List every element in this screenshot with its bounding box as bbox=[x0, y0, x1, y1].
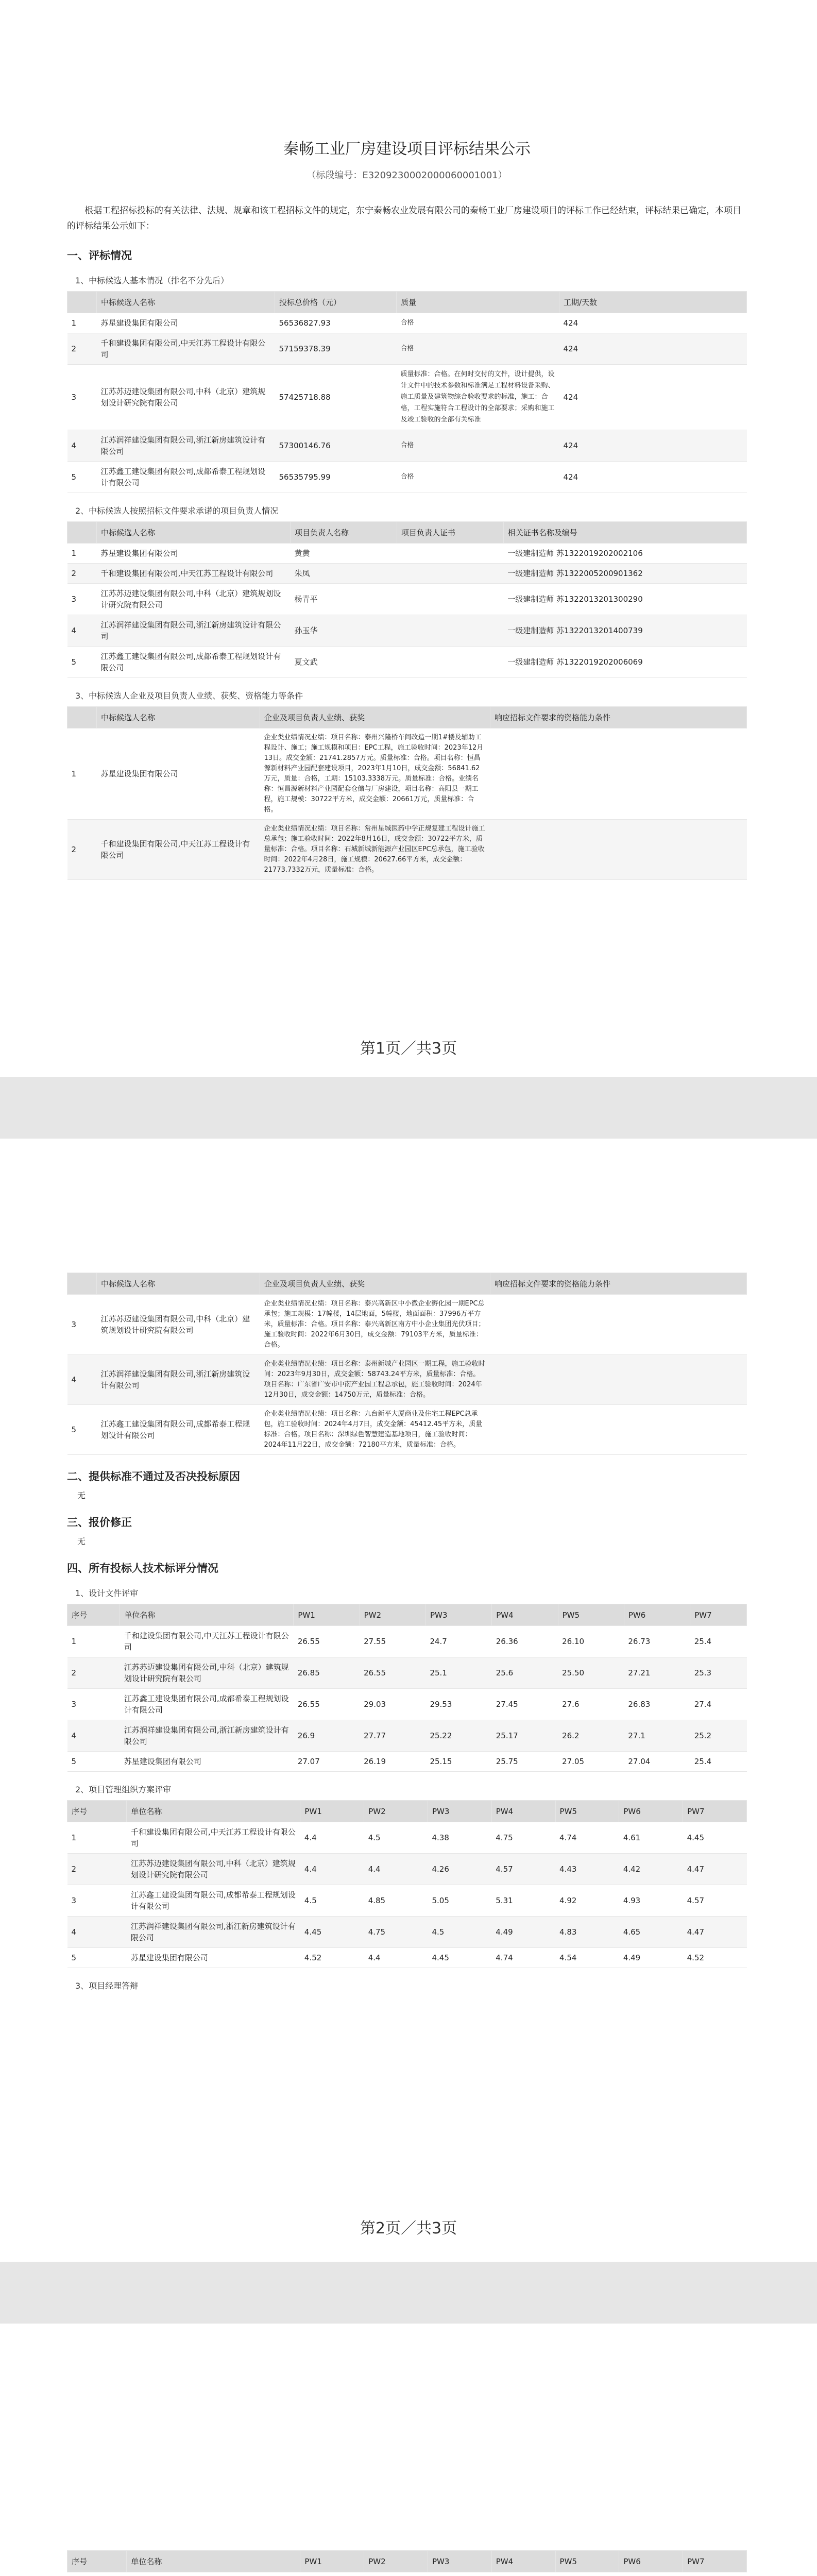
score-pw3: 5.05 bbox=[428, 1885, 491, 1917]
score-pw2: 4.75 bbox=[364, 1917, 428, 1948]
candidate-name: 江苏苏迈建设集团有限公司,中科（北京）建筑规划设计研究院有限公司 bbox=[97, 584, 291, 615]
candidate-name bbox=[127, 2572, 300, 2576]
row-index: 3 bbox=[67, 584, 97, 615]
th-quality: 质量 bbox=[397, 292, 559, 313]
score-pw3: 25.15 bbox=[425, 1752, 491, 1772]
table-row bbox=[67, 462, 747, 493]
performance-text: 企业类业绩情况业绩：项目名称：常州星城医药中学正规复建工程设计施工总承包；施工验收时间：2022年8月16日，成交金额：30722平方米，质量标准：合格。项目名称：石城新城新能源产业园区EPC总承包，施工验收时间：2022年4月28日，施工规模：20627.66平方米，成交金额：21773.7332万元，质量标准：合格。 bbox=[260, 820, 490, 880]
score-pw2: 26.19 bbox=[360, 1752, 425, 1772]
th-7: PW6 bbox=[619, 2551, 683, 2572]
row-index: 4 bbox=[67, 430, 97, 462]
th-5: PW4 bbox=[491, 1801, 555, 1822]
row-index: 4 bbox=[67, 1355, 97, 1405]
manager-name: 杨青平 bbox=[291, 584, 397, 615]
score-pw3: 4.45 bbox=[428, 1948, 491, 1968]
section-3-text: 无 bbox=[77, 1536, 86, 1546]
page-gap bbox=[0, 1077, 817, 1139]
score-pw1: 4.52 bbox=[300, 1948, 364, 1968]
row-index: 4 bbox=[67, 615, 97, 647]
score-pw6: 27.21 bbox=[624, 1657, 690, 1689]
score-pw5: 4.83 bbox=[555, 1917, 619, 1948]
duration-days: 424 bbox=[559, 333, 747, 365]
table-row bbox=[67, 1822, 747, 1854]
candidate-name: 千和建设集团有限公司,中天江苏工程设计有限公司 bbox=[120, 1626, 294, 1657]
score-pw4: 25.75 bbox=[492, 1752, 558, 1772]
performance-text: 企业类业绩情况业绩：项目名称：泰兴高新区中小微企业孵化园一期EPC总承包；施工规模：17幢楼，14层地面，5幢楼，地面面积：37996万平方米，质量标准：合格。项目名称：泰兴高新区南方中小企业集团光伏项目；施工验收时间：2022年6月30日，成交金额：79103平方米，质量标准：合格。 bbox=[260, 1295, 490, 1355]
score-pw3: 25.1 bbox=[425, 1657, 491, 1689]
score-pw4: 4.74 bbox=[491, 1948, 555, 1968]
candidate-name: 苏星建设集团有限公司 bbox=[120, 1752, 294, 1772]
performance-table-continued bbox=[67, 1273, 747, 1455]
manager-cert bbox=[397, 584, 503, 615]
page-footer: 第2页／共3页 bbox=[360, 2219, 457, 2238]
table-row bbox=[67, 333, 747, 365]
table-row bbox=[67, 1720, 747, 1752]
candidate-name: 江苏鑫工建设集团有限公司,成都希泰工程规划设计有限公司 bbox=[127, 1885, 300, 1917]
section-4-heading: 四、所有投标人技术标评分情况 bbox=[67, 1562, 218, 1574]
score-pw7: 4.47 bbox=[683, 1854, 747, 1885]
th-price: 投标总价格（元） bbox=[275, 292, 397, 313]
candidate-name: 江苏鑫工建设集团有限公司,成都希泰工程规划设计有限公司 bbox=[120, 1689, 294, 1720]
candidate-name: 江苏润祥建设集团有限公司,浙江新房建筑设计有限公司 bbox=[97, 615, 291, 647]
row-index: 3 bbox=[67, 1295, 97, 1355]
bid-price: 57425718.88 bbox=[275, 365, 397, 430]
th-cert: 项目负责人证书 bbox=[397, 522, 503, 544]
score-pw6: 26.73 bbox=[624, 1626, 690, 1657]
score-pw5 bbox=[555, 2572, 619, 2576]
th-5: PW4 bbox=[492, 1604, 558, 1626]
manager-table bbox=[67, 521, 747, 678]
table-row bbox=[67, 544, 747, 564]
score-pw7: 4.47 bbox=[683, 1917, 747, 1948]
score-pw7: 4.57 bbox=[683, 1885, 747, 1917]
candidate-name: 江苏鑫工建设集团有限公司,成都希泰工程规划设计有限公司 bbox=[97, 462, 275, 493]
section-2-heading: 二、提供标准不通过及否决投标原因 bbox=[67, 1470, 240, 1483]
cert-number: 一级建制造师 苏1322013201300290 bbox=[503, 584, 746, 615]
row-index: 1 bbox=[67, 728, 97, 820]
score-pw2: 4.4 bbox=[364, 1948, 428, 1968]
table-header-row bbox=[67, 2551, 747, 2572]
candidate-name: 江苏苏迈建设集团有限公司,中科（北京）建筑规划设计研究院有限公司 bbox=[97, 1295, 260, 1355]
score-pw3: 29.53 bbox=[425, 1689, 491, 1720]
score-pw5: 4.92 bbox=[555, 1885, 619, 1917]
score-pw5: 26.2 bbox=[558, 1720, 624, 1752]
th-2: PW1 bbox=[294, 1604, 360, 1626]
intro-paragraph: 根据工程招标投标的有关法律、法规、规章和该工程招标文件的规定，东宁秦畅农业发展有限公司的秦畅工业厂房建设项目的评标工作已经结束，评标结果已确定，本项目的评标结果公示如下： bbox=[67, 206, 741, 231]
performance-text: 企业类业绩情况业绩：项目名称：泰州兴隆桥车间改造一期1#楼及辅助工程设计、施工；施工规模和项目：EPC工程，施工验收时间：2023年12月13日。成交金额：21741.2857万元。质量标准：合格。项目名称：恒昌源新材料产业园配套建设项目，2023年1月10日，成交金额：56841.62万元，质量：合格，工期：15103.3338万元。质量标准：合格。业绩名称：恒昌源新材料产业园配套仓储与厂房建设，项目名称：高阳县一期工程，施工规模：30722平方米，成交金额：20661万元，质量标准：合格。 bbox=[260, 728, 490, 820]
candidate-name: 江苏润祥建设集团有限公司,浙江新房建筑设计有限公司 bbox=[120, 1720, 294, 1752]
table-row bbox=[67, 1405, 747, 1455]
manager-cert bbox=[397, 647, 503, 678]
row-index bbox=[67, 2572, 127, 2576]
th-3: PW2 bbox=[360, 1604, 425, 1626]
manager-name: 黄黄 bbox=[291, 544, 397, 564]
section-1-2-heading: 2、中标候选人按照招标文件要求承诺的项目负责人情况 bbox=[75, 506, 279, 516]
table-row bbox=[67, 1626, 747, 1657]
table-row bbox=[67, 647, 747, 678]
candidate-name: 江苏鑫工建设集团有限公司,成都希泰工程规划设计有限公司 bbox=[97, 647, 291, 678]
score-pw4: 4.49 bbox=[491, 1917, 555, 1948]
manager-name: 夏文武 bbox=[291, 647, 397, 678]
candidate-name: 苏星建设集团有限公司 bbox=[97, 544, 291, 564]
score-pw5: 27.05 bbox=[558, 1752, 624, 1772]
duration-days: 424 bbox=[559, 462, 747, 493]
candidate-name: 江苏鑫工建设集团有限公司,成都希泰工程规划设计有限公司 bbox=[97, 1405, 260, 1455]
th-7: PW6 bbox=[619, 1801, 683, 1822]
candidate-name: 苏星建设集团有限公司 bbox=[97, 728, 260, 820]
score-pw2 bbox=[364, 2572, 428, 2576]
score-pw1 bbox=[300, 2572, 364, 2576]
score-pw5: 27.6 bbox=[558, 1689, 624, 1720]
bid-price: 56535795.99 bbox=[275, 462, 397, 493]
row-index: 5 bbox=[67, 1752, 120, 1772]
row-index: 5 bbox=[67, 462, 97, 493]
score-pw5: 4.43 bbox=[555, 1854, 619, 1885]
th-6: PW5 bbox=[558, 1604, 624, 1626]
score-pw6 bbox=[619, 2572, 683, 2576]
table-row bbox=[67, 1295, 747, 1355]
score-pw3: 24.7 bbox=[425, 1626, 491, 1657]
table-row bbox=[67, 820, 747, 880]
section-3-heading: 三、报价修正 bbox=[67, 1516, 132, 1529]
score-pw5: 26.10 bbox=[558, 1626, 624, 1657]
score-pw2: 27.55 bbox=[360, 1626, 425, 1657]
score-pw2: 27.77 bbox=[360, 1720, 425, 1752]
page-footer: 第1页／共3页 bbox=[360, 1040, 457, 1058]
th-perf: 企业及项目负责人业绩、获奖 bbox=[260, 1273, 490, 1295]
th-2: PW1 bbox=[300, 2551, 364, 2572]
table-row bbox=[67, 1355, 747, 1405]
table-row bbox=[67, 1657, 747, 1689]
section-1-3-heading: 3、中标候选人企业及项目负责人业绩、获奖、资格能力等条件 bbox=[75, 691, 303, 701]
bid-code: （标段编号：E3209230002000060001001） bbox=[307, 170, 507, 181]
quality: 质量标准：合格。在何时交付的文件，设计提供，设计文件中的技术参数和标准满足工程材料设备采购、施工质量及建筑物综合验收要求的标准，施工：合格，工程实施符合工程设计的全部要求；采购和施工及竣工验收的全部有关标准 bbox=[397, 365, 559, 430]
score-pw6: 4.93 bbox=[619, 1885, 683, 1917]
manager-cert bbox=[397, 544, 503, 564]
quality: 合格 bbox=[397, 313, 559, 333]
table-row bbox=[67, 1885, 747, 1917]
quality: 合格 bbox=[397, 333, 559, 365]
score-pw4: 5.31 bbox=[491, 1885, 555, 1917]
table-row bbox=[67, 1948, 747, 1968]
section-1-1-heading: 1、中标候选人基本情况（排名不分先后） bbox=[75, 276, 229, 285]
candidate-name: 江苏苏迈建设集团有限公司,中科（北京）建筑规划设计研究院有限公司 bbox=[120, 1657, 294, 1689]
score-pw4: 25.6 bbox=[492, 1657, 558, 1689]
candidate-name: 江苏苏迈建设集团有限公司,中科（北京）建筑规划设计研究院有限公司 bbox=[97, 365, 275, 430]
section-4-2-heading: 2、项目管理组织方案评审 bbox=[75, 1785, 172, 1794]
qualification-text bbox=[490, 1295, 747, 1355]
score-pw5: 25.50 bbox=[558, 1657, 624, 1689]
score-pw6: 27.1 bbox=[624, 1720, 690, 1752]
th-0: 序号 bbox=[67, 1801, 127, 1822]
th-qual: 响应招标文件要求的资格能力条件 bbox=[490, 707, 747, 728]
duration-days: 424 bbox=[559, 430, 747, 462]
table-header-row bbox=[67, 1801, 747, 1822]
candidate-name: 千和建设集团有限公司,中天江苏工程设计有限公司 bbox=[97, 820, 260, 880]
row-index: 2 bbox=[67, 820, 97, 880]
performance-table bbox=[67, 706, 747, 880]
th-8: PW7 bbox=[690, 1604, 747, 1626]
management-review-table bbox=[67, 1800, 747, 1968]
candidate-name: 千和建设集团有限公司,中天江苏工程设计有限公司 bbox=[127, 1822, 300, 1854]
score-pw1: 4.4 bbox=[300, 1854, 364, 1885]
th-4: PW3 bbox=[428, 2551, 491, 2572]
th-days: 工期/天数 bbox=[559, 292, 747, 313]
th-8: PW7 bbox=[683, 2551, 747, 2572]
table-row bbox=[67, 1752, 747, 1772]
th-perf: 企业及项目负责人业绩、获奖 bbox=[260, 707, 490, 728]
page-2 bbox=[0, 1139, 817, 2262]
score-pw3: 4.26 bbox=[428, 1854, 491, 1885]
defense-review-table bbox=[67, 2550, 747, 2576]
score-pw3: 25.22 bbox=[425, 1720, 491, 1752]
th-name: 中标候选人名称 bbox=[97, 292, 275, 313]
th-1: 单位名称 bbox=[127, 2551, 300, 2572]
th-0: 序号 bbox=[67, 1604, 120, 1626]
score-pw4: 27.45 bbox=[492, 1689, 558, 1720]
table-row bbox=[67, 1917, 747, 1948]
th-4: PW3 bbox=[428, 1801, 491, 1822]
score-pw6: 4.61 bbox=[619, 1822, 683, 1854]
qualification-text bbox=[490, 728, 747, 820]
row-index: 1 bbox=[67, 313, 97, 333]
row-index: 3 bbox=[67, 1885, 127, 1917]
th-4: PW3 bbox=[425, 1604, 491, 1626]
row-index: 1 bbox=[67, 544, 97, 564]
table-header-row bbox=[67, 1604, 747, 1626]
candidate-name: 千和建设集团有限公司,中天江苏工程设计有限公司 bbox=[97, 333, 275, 365]
table-row bbox=[67, 1854, 747, 1885]
row-index: 5 bbox=[67, 647, 97, 678]
row-index: 1 bbox=[67, 1626, 120, 1657]
score-pw6: 27.04 bbox=[624, 1752, 690, 1772]
row-index: 2 bbox=[67, 1854, 127, 1885]
table-row bbox=[67, 2572, 747, 2576]
th-0: 序号 bbox=[67, 2551, 127, 2572]
score-pw2: 4.85 bbox=[364, 1885, 428, 1917]
manager-cert bbox=[397, 615, 503, 647]
score-pw2: 4.4 bbox=[364, 1854, 428, 1885]
th-3: PW2 bbox=[364, 1801, 428, 1822]
qualification-text bbox=[490, 820, 747, 880]
duration-days: 424 bbox=[559, 365, 747, 430]
th-7: PW6 bbox=[624, 1604, 690, 1626]
score-pw7: 27.4 bbox=[690, 1689, 747, 1720]
score-pw2: 29.03 bbox=[360, 1689, 425, 1720]
th-2: PW1 bbox=[300, 1801, 364, 1822]
score-pw2: 26.55 bbox=[360, 1657, 425, 1689]
score-pw7: 25.2 bbox=[690, 1720, 747, 1752]
score-pw5: 4.54 bbox=[555, 1948, 619, 1968]
th-1: 单位名称 bbox=[127, 1801, 300, 1822]
table-row bbox=[67, 313, 747, 333]
score-pw1: 26.9 bbox=[294, 1720, 360, 1752]
row-index: 1 bbox=[67, 1822, 127, 1854]
score-pw1: 26.55 bbox=[294, 1626, 360, 1657]
cert-number: 一级建制造师 苏1322013201400739 bbox=[503, 615, 746, 647]
page-3 bbox=[0, 2324, 817, 2576]
row-index: 4 bbox=[67, 1720, 120, 1752]
th-manager: 项目负责人名称 bbox=[291, 522, 397, 544]
score-pw7: 4.45 bbox=[683, 1822, 747, 1854]
row-index: 2 bbox=[67, 333, 97, 365]
bid-price: 56536827.93 bbox=[275, 313, 397, 333]
manager-name: 孙玉华 bbox=[291, 615, 397, 647]
score-pw4: 4.75 bbox=[491, 1822, 555, 1854]
quality: 合格 bbox=[397, 462, 559, 493]
th-5: PW4 bbox=[491, 2551, 555, 2572]
qualification-text bbox=[490, 1405, 747, 1455]
row-index: 4 bbox=[67, 1917, 127, 1948]
score-pw7: 4.52 bbox=[683, 1948, 747, 1968]
quality: 合格 bbox=[397, 430, 559, 462]
th-1: 单位名称 bbox=[120, 1604, 294, 1626]
score-pw1: 26.55 bbox=[294, 1689, 360, 1720]
bid-price: 57300146.76 bbox=[275, 430, 397, 462]
candidate-name: 苏星建设集团有限公司 bbox=[97, 313, 275, 333]
score-pw7: 25.4 bbox=[690, 1752, 747, 1772]
performance-text: 企业类业绩情况业绩：项目名称：九台新平大厦商业及住宅工程EPC总承包，施工验收时间：2024年4月7日，成交金额：45412.45平方米，质量标准：合格。项目名称：深圳绿色智慧建造基地项目，施工验收时间：2024年11月22日，成交金额：72180平方米，质量标准：合格。 bbox=[260, 1405, 490, 1455]
th-6: PW5 bbox=[555, 1801, 619, 1822]
score-pw5: 4.74 bbox=[555, 1822, 619, 1854]
table-row bbox=[67, 728, 747, 820]
score-pw6: 4.49 bbox=[619, 1948, 683, 1968]
th-name: 中标候选人名称 bbox=[97, 522, 291, 544]
row-index: 5 bbox=[67, 1405, 97, 1455]
section-1-heading: 一、评标情况 bbox=[67, 249, 132, 262]
score-pw4: 4.57 bbox=[491, 1854, 555, 1885]
table-row bbox=[67, 365, 747, 430]
page-1 bbox=[0, 0, 817, 1077]
score-pw3: 4.38 bbox=[428, 1822, 491, 1854]
th-name: 中标候选人名称 bbox=[97, 1273, 260, 1295]
row-index: 2 bbox=[67, 564, 97, 584]
candidate-name: 江苏润祥建设集团有限公司,浙江新房建筑设计有限公司 bbox=[97, 1355, 260, 1405]
row-index: 3 bbox=[67, 1689, 120, 1720]
duration-days: 424 bbox=[559, 313, 747, 333]
th-3: PW2 bbox=[364, 2551, 428, 2572]
document-title: 秦畅工业厂房建设项目评标结果公示 bbox=[283, 140, 531, 158]
score-pw4: 26.36 bbox=[492, 1626, 558, 1657]
score-pw1: 4.5 bbox=[300, 1885, 364, 1917]
qualification-text bbox=[490, 1355, 747, 1405]
cert-number: 一级建制造师 苏1322019202006069 bbox=[503, 647, 746, 678]
score-pw1: 4.45 bbox=[300, 1917, 364, 1948]
score-pw1: 26.85 bbox=[294, 1657, 360, 1689]
score-pw3: 4.5 bbox=[428, 1917, 491, 1948]
section-4-1-heading: 1、设计文件评审 bbox=[75, 1588, 139, 1598]
row-index: 3 bbox=[67, 365, 97, 430]
th-qual: 响应招标文件要求的资格能力条件 bbox=[490, 1273, 747, 1295]
score-pw3 bbox=[428, 2572, 491, 2576]
score-pw6: 4.42 bbox=[619, 1854, 683, 1885]
manager-cert bbox=[397, 564, 503, 584]
candidate-name: 江苏苏迈建设集团有限公司,中科（北京）建筑规划设计研究院有限公司 bbox=[127, 1854, 300, 1885]
th-8: PW7 bbox=[683, 1801, 747, 1822]
th-6: PW5 bbox=[555, 2551, 619, 2572]
table-row bbox=[67, 564, 747, 584]
candidate-name: 江苏润祥建设集团有限公司,浙江新房建筑设计有限公司 bbox=[127, 1917, 300, 1948]
candidate-name: 苏星建设集团有限公司 bbox=[127, 1948, 300, 1968]
score-pw6: 4.65 bbox=[619, 1917, 683, 1948]
score-pw7: 25.4 bbox=[690, 1626, 747, 1657]
score-pw1: 27.07 bbox=[294, 1752, 360, 1772]
manager-name: 朱凤 bbox=[291, 564, 397, 584]
table-row bbox=[67, 584, 747, 615]
score-pw7 bbox=[683, 2572, 747, 2576]
cert-number: 一级建制造师 苏1322005200901362 bbox=[503, 564, 746, 584]
page-gap bbox=[0, 2262, 817, 2324]
table-row bbox=[67, 1689, 747, 1720]
cert-number: 一级建制造师 苏1322019202002106 bbox=[503, 544, 746, 564]
th-name: 中标候选人名称 bbox=[97, 707, 260, 728]
score-pw4 bbox=[491, 2572, 555, 2576]
score-pw4: 25.17 bbox=[492, 1720, 558, 1752]
candidate-name: 千和建设集团有限公司,中天江苏工程设计有限公司 bbox=[97, 564, 291, 584]
candidate-name: 江苏润祥建设集团有限公司,浙江新房建筑设计有限公司 bbox=[97, 430, 275, 462]
performance-text: 企业类业绩情况业绩：项目名称：泰州新城产业园区一期工程，施工验收时间：2023年9月30日，成交金额：58743.24平方米，质量标准：合格。项目名称：广东省广安市中南产业园工程总承包，施工验收时间：2024年12月30日，成交金额：14750万元，质量标准：合格。 bbox=[260, 1355, 490, 1405]
score-pw2: 4.5 bbox=[364, 1822, 428, 1854]
row-index: 5 bbox=[67, 1948, 127, 1968]
design-review-table bbox=[67, 1604, 747, 1772]
table-row bbox=[67, 430, 747, 462]
bid-price: 57159378.39 bbox=[275, 333, 397, 365]
candidate-table bbox=[67, 291, 747, 493]
section-4-3-heading: 3、项目经理答辩 bbox=[75, 1981, 139, 1991]
score-pw1: 4.4 bbox=[300, 1822, 364, 1854]
th-certno: 相关证书名称及编号 bbox=[503, 522, 746, 544]
row-index: 2 bbox=[67, 1657, 120, 1689]
score-pw6: 26.83 bbox=[624, 1689, 690, 1720]
section-2-text: 无 bbox=[77, 1490, 86, 1500]
score-pw7: 25.3 bbox=[690, 1657, 747, 1689]
table-row bbox=[67, 615, 747, 647]
